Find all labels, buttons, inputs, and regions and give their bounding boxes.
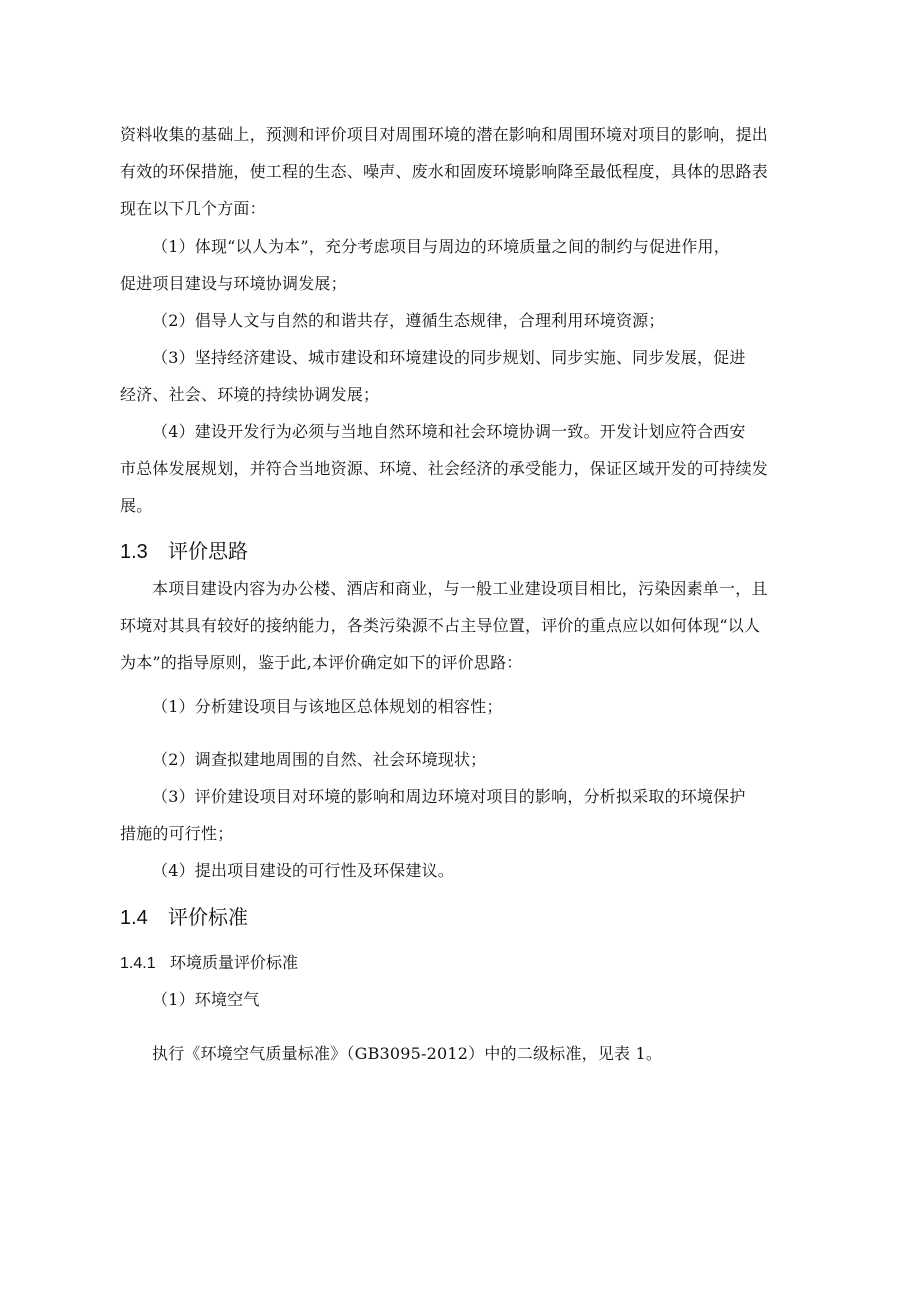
section-1-4-1-heading — [120, 952, 298, 975]
section-1-4-title: 评价标准 — [168, 905, 248, 929]
principle-3-line-2: 经济、社会、环境的持续协调发展； — [120, 385, 380, 404]
intro-line-3: 现在以下几个方面： — [120, 199, 266, 218]
section-1-3-title: 评价思路 — [168, 539, 248, 563]
section-1-3-item-4: （4）提出项目建设的可行性及环保建议。 — [152, 861, 454, 880]
section-1-3-number: 1.3 — [120, 541, 148, 563]
section-1-4-1-number: 1.4.1 — [120, 955, 156, 972]
section-1-3-item-1: （1）分析建设项目与该地区总体规划的相容性； — [152, 697, 503, 716]
section-1-4-number: 1.4 — [120, 907, 148, 929]
principle-2: （2）倡导人文与自然的和谐共存，遵循生态规律，合理利用环境资源； — [152, 311, 665, 330]
principle-4-line-3: 展。 — [120, 496, 153, 515]
section-1-3-intro-line-1: 本项目建设内容为办公楼、酒店和商业，与一般工业建设项目相比，污染因素单一，且 — [152, 579, 768, 598]
principle-4-line-2: 市总体发展规划，并符合当地资源、环境、社会经济的承受能力，保证区域开发的可持续发 — [120, 459, 769, 478]
section-1-3-item-3-line-2: 措施的可行性； — [120, 824, 234, 843]
principle-1-line-1: （1）体现“以人为本”，充分考虑项目与周边的环境质量之间的制约与促进作用， — [152, 237, 730, 256]
section-1-3-intro-line-3: 为本”的指导原则，鉴于此,本评价确定如下的评价思路： — [120, 653, 523, 672]
intro-line-2: 有效的环保措施，使工程的生态、噪声、废水和固废环境影响降至最低程度，具体的思路表 — [120, 162, 769, 181]
intro-line-1: 资料收集的基础上，预测和评价项目对周围环境的潜在影响和周围环境对项目的影响，提出 — [120, 125, 769, 144]
section-1-3-intro-line-2: 环境对其具有较好的接纳能力，各类污染源不占主导位置，评价的重点应以如何体现“以人 — [120, 616, 761, 635]
section-1-4-paragraph: 执行《环境空气质量标准》（GB3095-2012）中的二级标准，见表 1。 — [152, 1044, 663, 1063]
section-1-3-item-2: （2）调查拟建地周围的自然、社会环境现状； — [152, 750, 487, 769]
section-1-3-heading — [120, 538, 248, 565]
section-1-3-item-3-line-1: （3）评价建设项目对环境的影响和周边环境对项目的影响，分析拟采取的环境保护 — [152, 787, 746, 806]
section-1-4-item-1: （1）环境空气 — [152, 990, 260, 1009]
section-1-4-1-title: 环境质量评价标准 — [170, 953, 299, 972]
principle-4-line-1: （4）建设开发行为必须与当地自然环境和社会环境协调一致。开发计划应符合西安 — [152, 422, 746, 441]
principle-1-line-2: 促进项目建设与环境协调发展； — [120, 274, 347, 293]
section-1-4-heading — [120, 904, 248, 931]
principle-3-line-1: （3）坚持经济建设、城市建设和环境建设的同步规划、同步实施、同步发展，促进 — [152, 348, 746, 367]
